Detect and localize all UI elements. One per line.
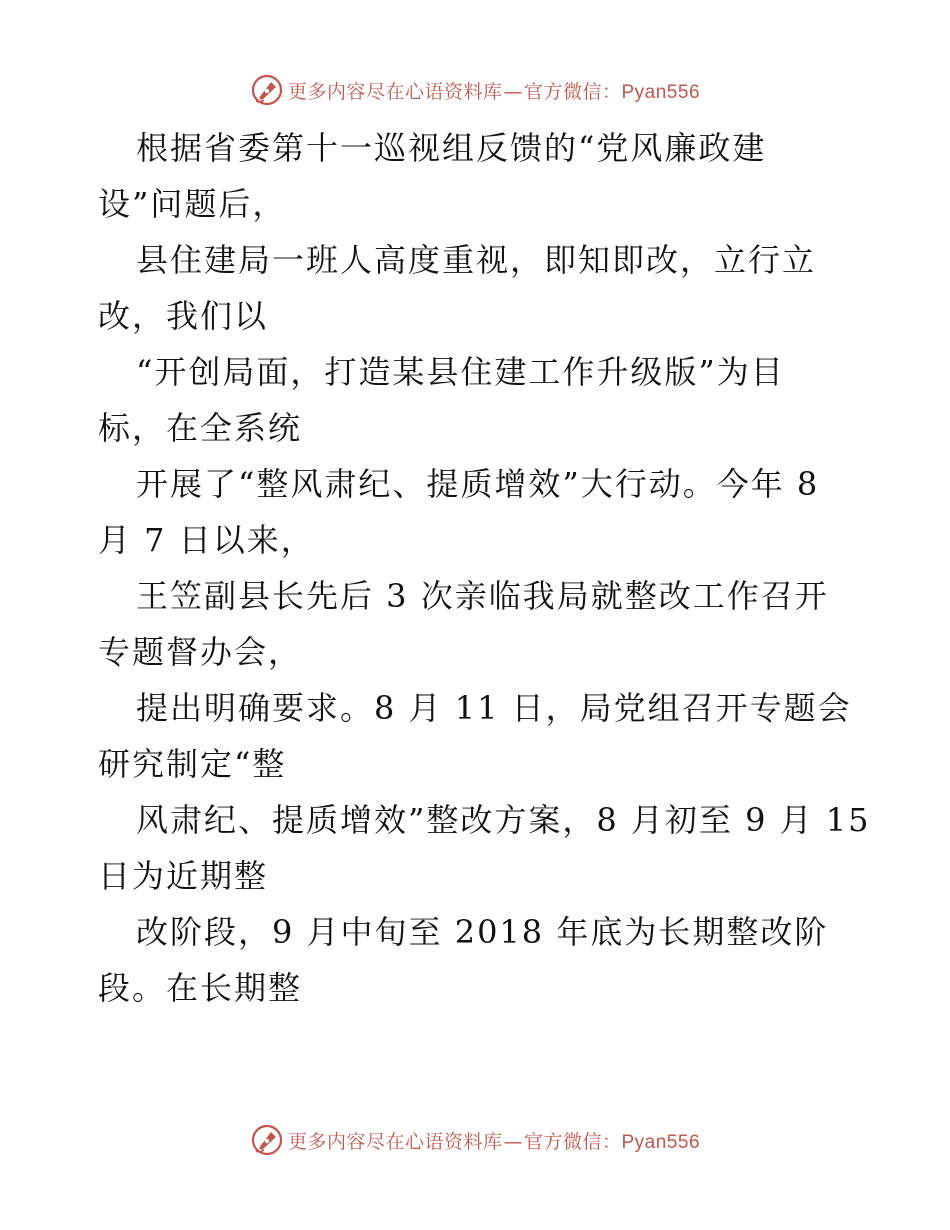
watermark-text [288,77,700,104]
watermark-wechat-label: 官方微信： [523,1130,622,1153]
document-line: 段。在长期整 [98,969,303,1007]
document-line: 提出明确要求。8 月 11 日，局党组召开专题会 [136,689,852,727]
watermark-wechat-label: 官方微信： [523,80,622,103]
header-watermark [0,70,950,110]
document-line: 研究制定“整 [98,745,287,783]
pen-nib-logo-icon [250,73,284,107]
watermark-wechat-id: Pyan556 [621,81,701,103]
watermark-text [288,1127,700,1154]
document-line: “开创局面，打造某县住建工作升级版”为目 [136,353,785,391]
watermark-site-text: 更多内容尽在心语资料库 [287,80,503,103]
document-line: 王笠副县长先后 3 次亲临我局就整改工作召开 [136,577,829,615]
document-line: 县住建局一班人高度重视，即知即改，立行立 [136,241,817,279]
footer-watermark [0,1120,950,1160]
document-line: 标，在全系统 [98,409,303,447]
pen-nib-logo-icon [250,1123,284,1157]
document-line: 月 7 日以来， [98,521,315,559]
document-line: 改，我们以 [98,297,269,335]
watermark-site-text: 更多内容尽在心语资料库 [287,1130,503,1153]
watermark-dash: — [503,1130,523,1153]
document-body [98,120,871,1016]
watermark-dash: — [503,80,523,103]
document-line: 改阶段，9 月中旬至 2018 年底为长期整改阶 [136,913,829,951]
document-line: 专题督办会， [98,633,303,671]
document-line: 根据省委第十一巡视组反馈的“党风廉政建 [136,129,767,167]
watermark-wechat-id: Pyan556 [621,1131,701,1153]
document-line: 日为近期整 [98,857,269,895]
document-line: 设”问题后， [98,185,287,223]
document-line: 开展了“整风肃纪、提质增效”大行动。今年 8 [136,465,820,503]
document-line: 风肃纪、提质增效”整改方案，8 月初至 9 月 15 [136,801,871,839]
